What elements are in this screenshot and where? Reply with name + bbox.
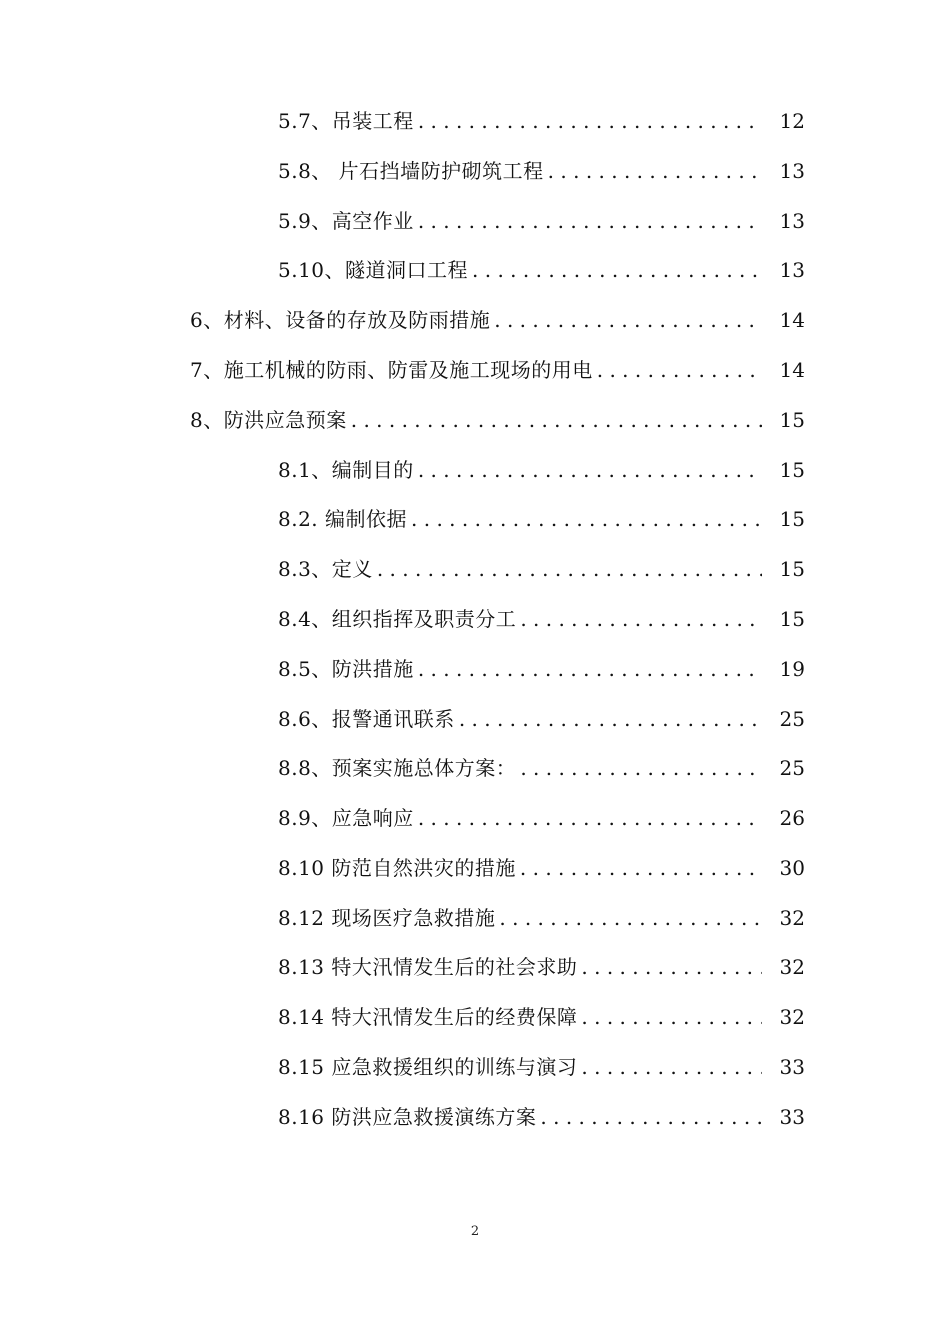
toc-entry[interactable]	[0, 702, 950, 736]
toc-entry-title: 8.15 应急救援组织的训练与演习	[278, 1055, 578, 1079]
toc-entry-page: 12	[769, 104, 805, 138]
toc-entry[interactable]	[0, 154, 950, 188]
toc-entry-page: 32	[769, 901, 805, 935]
toc-entry-title: 8.2. 编制依据	[278, 507, 408, 531]
toc-entry-page: 15	[769, 403, 805, 437]
toc-entry[interactable]	[0, 253, 950, 287]
toc-entry[interactable]	[0, 1000, 950, 1034]
toc-entry-title: 8.1、编制目的	[278, 458, 414, 482]
toc-entry[interactable]	[0, 453, 950, 487]
toc-leader-dots	[520, 602, 762, 636]
toc-entry-title: 5.9、高空作业	[278, 209, 414, 233]
toc-entry-page: 19	[769, 652, 805, 686]
toc-leader-dots	[494, 303, 762, 337]
toc-entry-title: 8.3、定义	[278, 557, 373, 581]
toc-leader-dots	[472, 253, 762, 287]
toc-entry-title: 5.10、隧道洞口工程	[278, 258, 469, 282]
toc-leader-dots	[581, 1050, 762, 1084]
toc-entry[interactable]	[0, 403, 950, 437]
toc-entry[interactable]	[0, 204, 950, 238]
toc-entry-page: 26	[769, 801, 805, 835]
toc-entry[interactable]	[0, 602, 950, 636]
toc-entry[interactable]	[0, 1100, 950, 1134]
toc-entry-title: 5.8、 片石挡墙防护砌筑工程	[278, 159, 544, 183]
toc-leader-dots	[540, 1100, 762, 1134]
toc-entry-page: 13	[769, 204, 805, 238]
toc-leader-dots	[418, 652, 762, 686]
toc-entry[interactable]	[0, 901, 950, 935]
toc-entry-page: 15	[769, 502, 805, 536]
toc-entry-page: 25	[769, 702, 805, 736]
toc-entry-page: 32	[769, 950, 805, 984]
toc-leader-dots	[418, 104, 762, 138]
toc-entry[interactable]	[0, 104, 950, 138]
toc-leader-dots	[520, 751, 762, 785]
toc-leader-dots	[459, 702, 762, 736]
toc-entry[interactable]	[0, 751, 950, 785]
toc-entry[interactable]	[0, 303, 950, 337]
toc-entry[interactable]	[0, 502, 950, 536]
toc-entry[interactable]	[0, 652, 950, 686]
toc-entry-title: 8.13 特大汛情发生后的社会求助	[278, 955, 578, 979]
toc-leader-dots	[418, 204, 762, 238]
toc-leader-dots	[418, 453, 762, 487]
toc-leader-dots	[520, 851, 762, 885]
toc-entry-title: 8、防洪应急预案	[190, 408, 347, 432]
toc-entry-page: 32	[769, 1000, 805, 1034]
toc-entry-page: 15	[769, 552, 805, 586]
toc-entry-page: 15	[769, 453, 805, 487]
toc-entry-title: 8.12 现场医疗急救措施	[278, 906, 496, 930]
toc-entry-page: 30	[769, 851, 805, 885]
toc-entry-page: 13	[769, 253, 805, 287]
toc-entry-page: 14	[769, 303, 805, 337]
toc-entry-page: 15	[769, 602, 805, 636]
toc-leader-dots	[411, 502, 762, 536]
toc-entry-page: 33	[769, 1050, 805, 1084]
toc-entry[interactable]	[0, 1050, 950, 1084]
toc-leader-dots	[418, 801, 762, 835]
toc-entry-title: 7、施工机械的防雨、防雷及施工现场的用电	[190, 358, 593, 382]
toc-entry[interactable]	[0, 353, 950, 387]
toc-leader-dots	[499, 901, 762, 935]
toc-entry-title: 8.5、防洪措施	[278, 657, 414, 681]
page-number: 2	[470, 1224, 480, 1239]
toc-entry-page: 25	[769, 751, 805, 785]
toc-entry-title: 8.16 防洪应急救援演练方案	[278, 1105, 537, 1129]
toc-entry[interactable]	[0, 950, 950, 984]
toc-entry-title: 8.14 特大汛情发生后的经费保障	[278, 1005, 578, 1029]
toc-entry-title: 8.9、应急响应	[278, 806, 414, 830]
toc-leader-dots	[548, 154, 762, 188]
toc-entry-title: 5.7、吊装工程	[278, 109, 414, 133]
toc-entry-title: 8.4、组织指挥及职责分工	[278, 607, 517, 631]
toc-leader-dots	[581, 1000, 762, 1034]
toc-leader-dots	[377, 552, 762, 586]
toc-entry-title: 8.8、预案实施总体方案：	[278, 756, 517, 780]
toc-entry-title: 8.6、报警通讯联系	[278, 707, 455, 731]
toc-entry-page: 14	[769, 353, 805, 387]
toc-entry-page: 13	[769, 154, 805, 188]
toc-leader-dots	[351, 403, 762, 437]
toc-entry-page: 33	[769, 1100, 805, 1134]
toc-entry[interactable]	[0, 552, 950, 586]
toc-entry[interactable]	[0, 801, 950, 835]
toc-entry-title: 8.10 防范自然洪灾的措施	[278, 856, 516, 880]
toc-leader-dots	[597, 353, 762, 387]
toc-entry[interactable]	[0, 851, 950, 885]
toc-leader-dots	[581, 950, 762, 984]
toc-entry-title: 6、材料、设备的存放及防雨措施	[190, 308, 491, 332]
